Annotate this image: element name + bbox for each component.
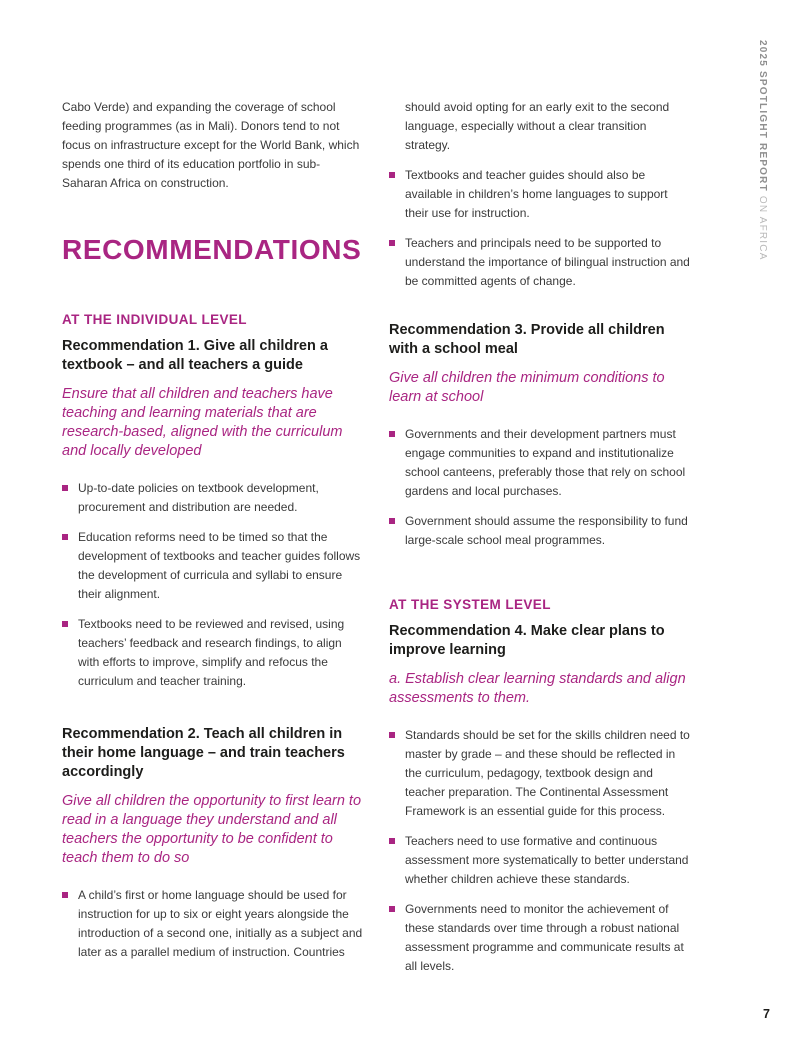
bullet-square-icon — [62, 621, 68, 627]
bullet-square-icon — [62, 892, 68, 898]
bullet-square-icon — [62, 485, 68, 491]
bullet-square-icon — [62, 534, 68, 540]
bullet-item — [389, 900, 692, 976]
bullet-text: Up-to-date policies on textbook development, procurement and distribution are needed. — [78, 481, 319, 514]
section-header-individual-level: AT THE INDIVIDUAL LEVEL — [62, 312, 247, 327]
right-column — [389, 98, 692, 992]
bullet-square-icon — [389, 838, 395, 844]
section-header-system-level: AT THE SYSTEM LEVEL — [389, 597, 551, 612]
bullet-item — [389, 726, 692, 821]
bullet-item — [389, 166, 692, 223]
bullet-item — [389, 512, 692, 550]
left-column — [62, 98, 365, 978]
bullet-text: Teachers and principals need to be supported to understand the importance of bilingual instruction and be committed agents of change. — [405, 236, 690, 288]
bullet-square-icon — [389, 431, 395, 437]
bullet-text: Governments and their development partners must engage communities to expand and institutionalize school canteens, preferably those that rely on school gardens and local purchases. — [405, 427, 686, 498]
intro-paragraph: Cabo Verde) and expanding the coverage of school feeding programmes (as in Mali). Donors tend to not focus on infrastructure except for the World Bank, which spends one third of its education portfolio in sub-Saharan Africa on construction. — [62, 100, 360, 190]
bullet-text: A child’s first or home language should be used for instruction for up to six or eight years alongside the introduction of a second one, initially as a subject and later as a parallel medium of instruction. Countries — [78, 888, 363, 959]
bullet-square-icon — [389, 732, 395, 738]
recommendation-2-bullets — [62, 886, 365, 962]
bullet-text: Textbooks need to be reviewed and revised, using teachers’ feedback and research findings, to align with efforts to improve, simplify and refocus the curriculum and teacher training. — [78, 617, 345, 688]
bullet-text: Education reforms need to be timed so that the development of textbooks and teacher guides follows the development of curricula and syllabi to ensure their alignment. — [78, 530, 361, 601]
recommendation-4-lead: a. Establish clear learning standards and align assessments to them. — [389, 671, 686, 706]
recommendation-1-lead: Ensure that all children and teachers have teaching and learning materials that are research-based, aligned with the curriculum and locally developed — [62, 386, 343, 459]
recommendation-2-title: Recommendation 2. Teach all children in their home language – and train teachers accordingly — [62, 726, 345, 780]
bullet-item — [389, 425, 692, 501]
recommendation-1-bullets — [62, 479, 365, 691]
recommendation-2-bullets-continued — [389, 166, 692, 291]
two-column-content — [62, 98, 692, 992]
report-vertical-title — [757, 40, 768, 261]
bullet-item — [389, 832, 692, 889]
recommendation-3-lead: Give all children the minimum conditions to learn at school — [389, 370, 665, 405]
recommendation-3-bullets — [389, 425, 692, 550]
page-number: 7 — [763, 1007, 770, 1021]
bullet-text: Governments need to monitor the achievement of these standards over time through a robust national assessment programme and communicate results at all levels. — [405, 902, 684, 973]
bullet-text: Teachers need to use formative and continuous assessment more systematically to better understand whether children achieve these standards. — [405, 834, 689, 886]
recommendation-2-lead: Give all children the opportunity to first learn to read in a language they understand and all teachers the opportunity to be confident to teach them to do so — [62, 793, 362, 866]
bullet-item — [62, 886, 365, 962]
recommendation-4-bullets — [389, 726, 692, 976]
bullet-item — [389, 234, 692, 291]
bullet-item — [62, 528, 365, 604]
bullet-square-icon — [389, 172, 395, 178]
report-title-region: ON AFRICA — [757, 191, 768, 261]
bullet-square-icon — [389, 240, 395, 246]
recommendation-1-title: Recommendation 1. Give all children a textbook – and all teachers a guide — [62, 338, 328, 373]
bullet-square-icon — [389, 518, 395, 524]
bullet-item — [62, 615, 365, 691]
bullet-square-icon — [389, 906, 395, 912]
bullet-continuation-text: should avoid opting for an early exit to the second language, especially without a clear transition strategy. — [405, 100, 670, 152]
report-title-year: 2025 SPOTLIGHT REPORT — [757, 40, 768, 192]
page-title: RECOMMENDATIONS — [62, 234, 362, 265]
bullet-item — [62, 479, 365, 517]
bullet-text: Textbooks and teacher guides should also be available in children’s home languages to support their use for instruction. — [405, 168, 668, 220]
recommendation-3-title: Recommendation 3. Provide all children with a school meal — [389, 322, 665, 357]
bullet-text: Standards should be set for the skills children need to master by grade – and these should be reflected in the curriculum, pedagogy, textbook design and teacher preparation. The Continental Assessment Framework is an essential guide for this process. — [405, 728, 690, 818]
bullet-text: Government should assume the responsibility to fund large-scale school meal programmes. — [405, 514, 688, 547]
recommendation-4-title: Recommendation 4. Make clear plans to improve learning — [389, 623, 665, 658]
